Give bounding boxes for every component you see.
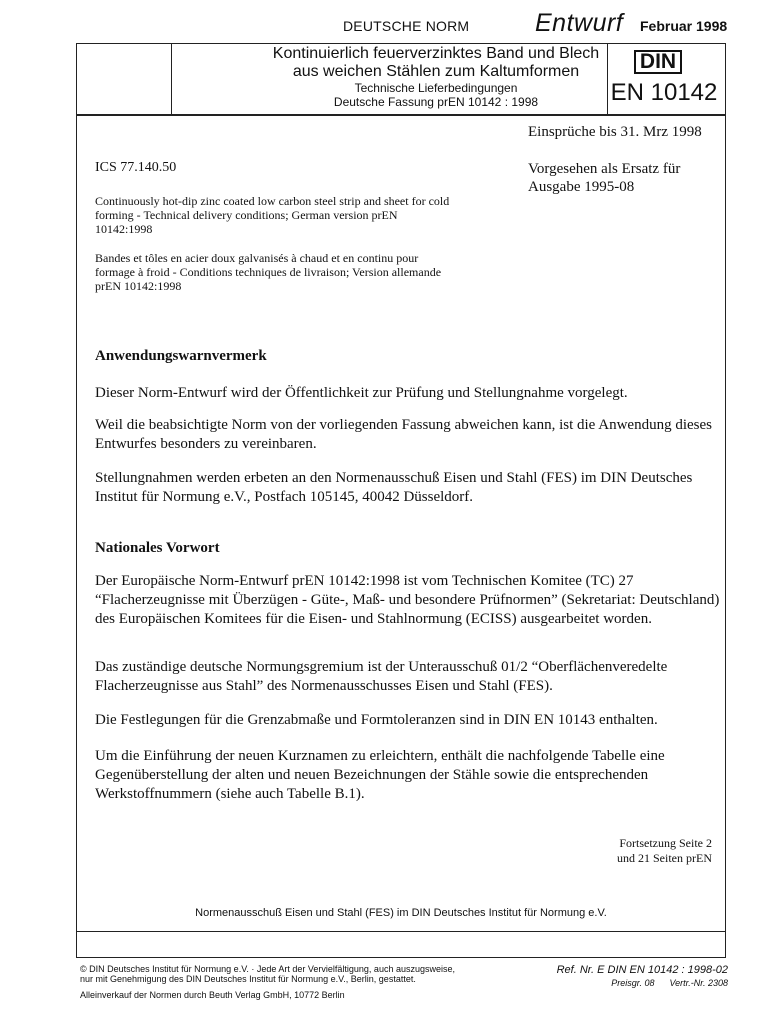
section-heading-warning: Anwendungswarnvermerk — [95, 348, 267, 364]
replacement-note-line-1: Vorgesehen als Ersatz für — [528, 161, 681, 177]
issue-date: Februar 1998 — [640, 18, 728, 34]
title-line-4: Deutsche Fassung prEN 10142 : 1998 — [333, 95, 539, 109]
copyright-notice — [80, 964, 510, 984]
draft-status-label: Entwurf — [535, 9, 624, 37]
price-group: Preisgr. 08 — [611, 978, 655, 988]
title-line-3: Technische Lieferbedingungen — [354, 81, 518, 95]
price-info — [520, 978, 728, 988]
distribution-number: Vertr.-Nr. 2308 — [669, 978, 728, 988]
replacement-note-line-2: Ausgabe 1995-08 — [528, 179, 635, 195]
paragraph: Das zuständige deutsche Normungsgremium ist der Unterausschuß 01/2 “Oberflächenveredelte Flacherzeugnisse aus Stahl” des Normenausschusses Eisen und Stahl (FES). — [95, 659, 668, 694]
paragraph: Weil die beabsichtigte Norm von der vorliegenden Fassung abweichen kann, ist die Anwendung dieses Entwurfes besonders zu vereinbaren. — [95, 417, 712, 452]
replacement-note — [528, 160, 728, 196]
publisher-line: Normenausschuß Eisen und Stahl (FES) im DIN Deutsches Institut für Normung e.V. — [195, 907, 607, 919]
standard-number: EN 10142 — [610, 79, 718, 106]
copyright-line-2: nur mit Genehmigung des DIN Deutsches Institut für Normung e.V., Berlin, gestattet. — [80, 974, 416, 984]
distribution-notice: Alleinverkauf der Normen durch Beuth Verlag GmbH, 10772 Berlin — [80, 990, 345, 1000]
paragraph: Die Festlegungen für die Grenzabmaße und Formtoleranzen sind in DIN EN 10143 enthalten. — [95, 712, 658, 728]
objection-deadline: Einsprüche bis 31. Mrz 1998 — [528, 124, 702, 140]
french-title: Bandes et tôles en acier doux galvanisés à chaud et en continu pour formage à froid - Conditions techniques de livraison; Version allemande prEN 10142:1998 — [95, 251, 442, 293]
content-frame — [76, 115, 726, 958]
paragraph: Um die Einführung der neuen Kurznamen zu erleichtern, enthält die nachfolgende Tabelle eine Gegenüberstellung der alten und neuen Bezeichnungen der Stähle sowie die entsprechenden Werkstoffnummern (siehe auch Tabelle B.1). — [95, 748, 665, 802]
english-title: Continuously hot-dip zinc coated low carbon steel strip and sheet for cold forming - Technical delivery conditions; German version prEN 10142:1998 — [95, 194, 450, 236]
title-line-1: Kontinuierlich feuerverzinktes Band und Blech — [272, 45, 600, 62]
footer-divider — [77, 931, 725, 932]
ics-code: ICS 77.140.50 — [95, 160, 177, 175]
copyright-line-1: © DIN Deutsches Institut für Normung e.V. · Jede Art der Vervielfältigung, auch auszugsweise, — [80, 964, 455, 974]
title-line-2: aus weichen Stählen zum Kaltumformen — [292, 63, 580, 80]
din-logo: DIN — [634, 50, 682, 74]
paragraph: Der Europäische Norm-Entwurf prEN 10142:1998 ist vom Technischen Komitee (TC) 27 “Flacherzeugnisse mit Überzügen - Güte-, Maß- und besondere Prüfnormen” (Sekretariat: Deutschland) des Europäischen Komitees für die Eisen- und Stahlnormung (ECISS) ausgearbeitet worden. — [95, 573, 720, 627]
paragraph: Dieser Norm-Entwurf wird der Öffentlichkeit zur Prüfung und Stellungnahme vorgelegt. — [95, 385, 628, 401]
continuation-line-1: Fortsetzung Seite 2 — [619, 836, 712, 850]
paragraph: Stellungnahmen werden erbeten an den Normenausschuß Eisen und Stahl (FES) im DIN Deutsches Institut für Normung e.V., Postfach 105145, 40042 Düsseldorf. — [95, 470, 693, 505]
norm-type-label: DEUTSCHE NORM — [343, 18, 470, 34]
section-heading-national-foreword: Nationales Vorwort — [95, 540, 220, 556]
reference-number: Ref. Nr. E DIN EN 10142 : 1998-02 — [556, 964, 728, 976]
continuation-line-2: und 21 Seiten prEN — [617, 851, 712, 865]
continuation-note — [560, 836, 712, 866]
